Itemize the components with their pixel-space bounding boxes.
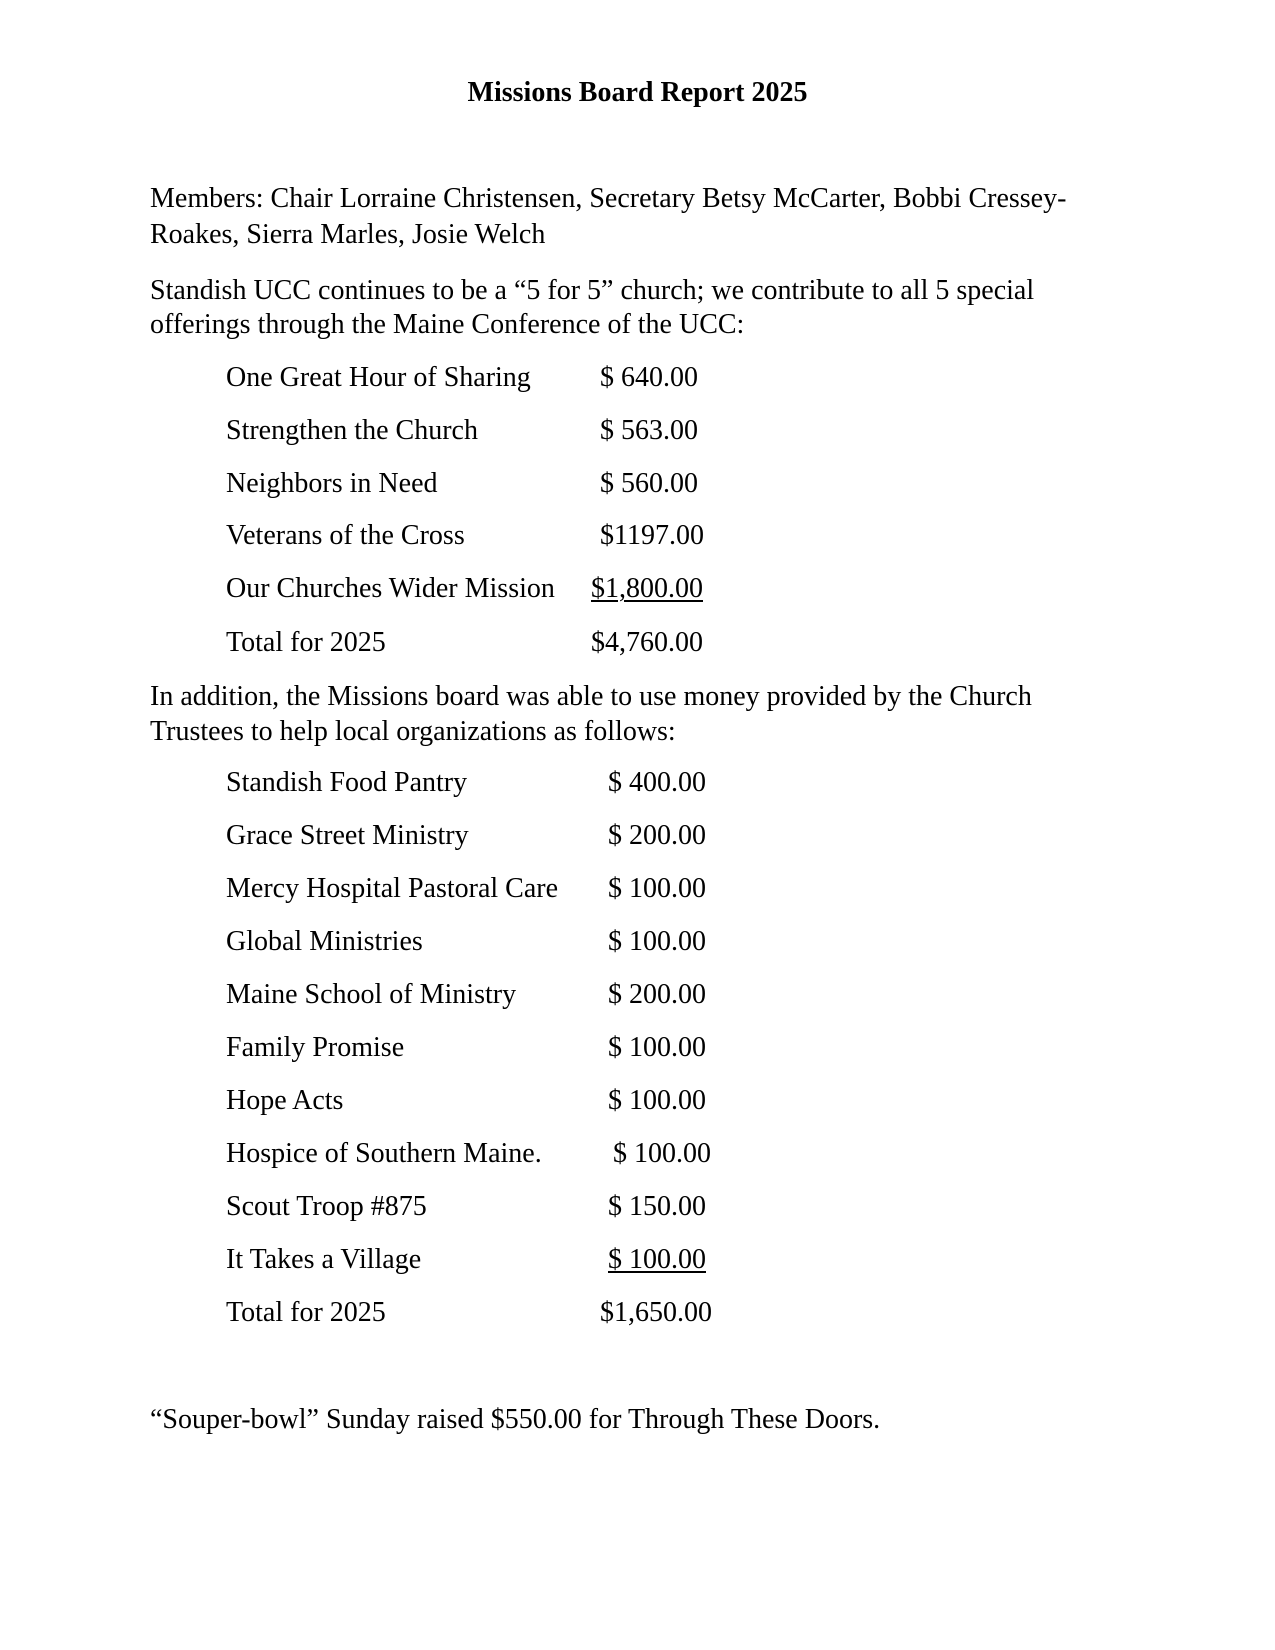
offering-label: Strengthen the Church xyxy=(226,415,478,446)
organization-amount: $ 100.00 xyxy=(608,926,706,957)
organization-amount: $ 200.00 xyxy=(608,979,706,1010)
offering-amount: $ 640.00 xyxy=(600,362,698,393)
intro-line-1: Standish UCC continues to be a “5 for 5” church; we contribute to all 5 special xyxy=(150,275,1035,306)
organization-label: Maine School of Ministry xyxy=(226,979,517,1010)
offering-label: Our Churches Wider Mission xyxy=(226,573,555,604)
organization-label: Mercy Hospital Pastoral Care xyxy=(226,873,559,904)
intro-line-2: offerings through the Maine Conference of the UCC: xyxy=(150,309,745,340)
organization-total-amount: $1,650.00 xyxy=(600,1297,712,1328)
organization-amount: $ 200.00 xyxy=(608,820,706,851)
souper-bowl-note: “Souper-bowl” Sunday raised $550.00 for Through These Doors. xyxy=(150,1404,881,1435)
organization-amount: $ 100.00 xyxy=(613,1138,711,1169)
organization-label: Grace Street Ministry xyxy=(226,820,469,851)
organization-amount: $ 100.00 xyxy=(608,1085,706,1116)
members-line-2: Roakes, Sierra Marles, Josie Welch xyxy=(150,219,546,250)
offering-total-label: Total for 2025 xyxy=(226,627,386,658)
offering-amount: $ 560.00 xyxy=(600,468,698,499)
offering-total-amount: $4,760.00 xyxy=(591,627,703,658)
organization-amount: $ 150.00 xyxy=(608,1191,706,1222)
organization-label: Scout Troop #875 xyxy=(226,1191,427,1222)
organization-label: Family Promise xyxy=(226,1032,405,1063)
organization-amount: $ 400.00 xyxy=(608,767,706,798)
addition-line-2: Trustees to help local organizations as follows: xyxy=(150,716,676,747)
organization-label: Standish Food Pantry xyxy=(226,767,468,798)
organization-total-label: Total for 2025 xyxy=(226,1297,386,1328)
offering-label: Veterans of the Cross xyxy=(226,520,465,551)
addition-line-1: In addition, the Missions board was able to use money provided by the Church xyxy=(150,681,1032,712)
organization-label: Hope Acts xyxy=(226,1085,344,1116)
offering-amount: $1197.00 xyxy=(600,520,704,551)
organization-amount: $ 100.00 xyxy=(608,1244,706,1275)
offering-amount: $ 563.00 xyxy=(600,415,698,446)
organization-label: It Takes a Village xyxy=(226,1244,422,1275)
organization-amount: $ 100.00 xyxy=(608,873,706,904)
organization-label: Global Ministries xyxy=(226,926,423,957)
offering-amount: $1,800.00 xyxy=(591,573,703,604)
offering-label: Neighbors in Need xyxy=(226,468,438,499)
organization-amount: $ 100.00 xyxy=(608,1032,706,1063)
page-title: Missions Board Report 2025 xyxy=(467,77,808,108)
organization-label: Hospice of Southern Maine. xyxy=(226,1138,542,1169)
members-line-1: Members: Chair Lorraine Christensen, Secretary Betsy McCarter, Bobbi Cressey- xyxy=(150,183,1067,214)
offering-label: One Great Hour of Sharing xyxy=(226,362,531,393)
